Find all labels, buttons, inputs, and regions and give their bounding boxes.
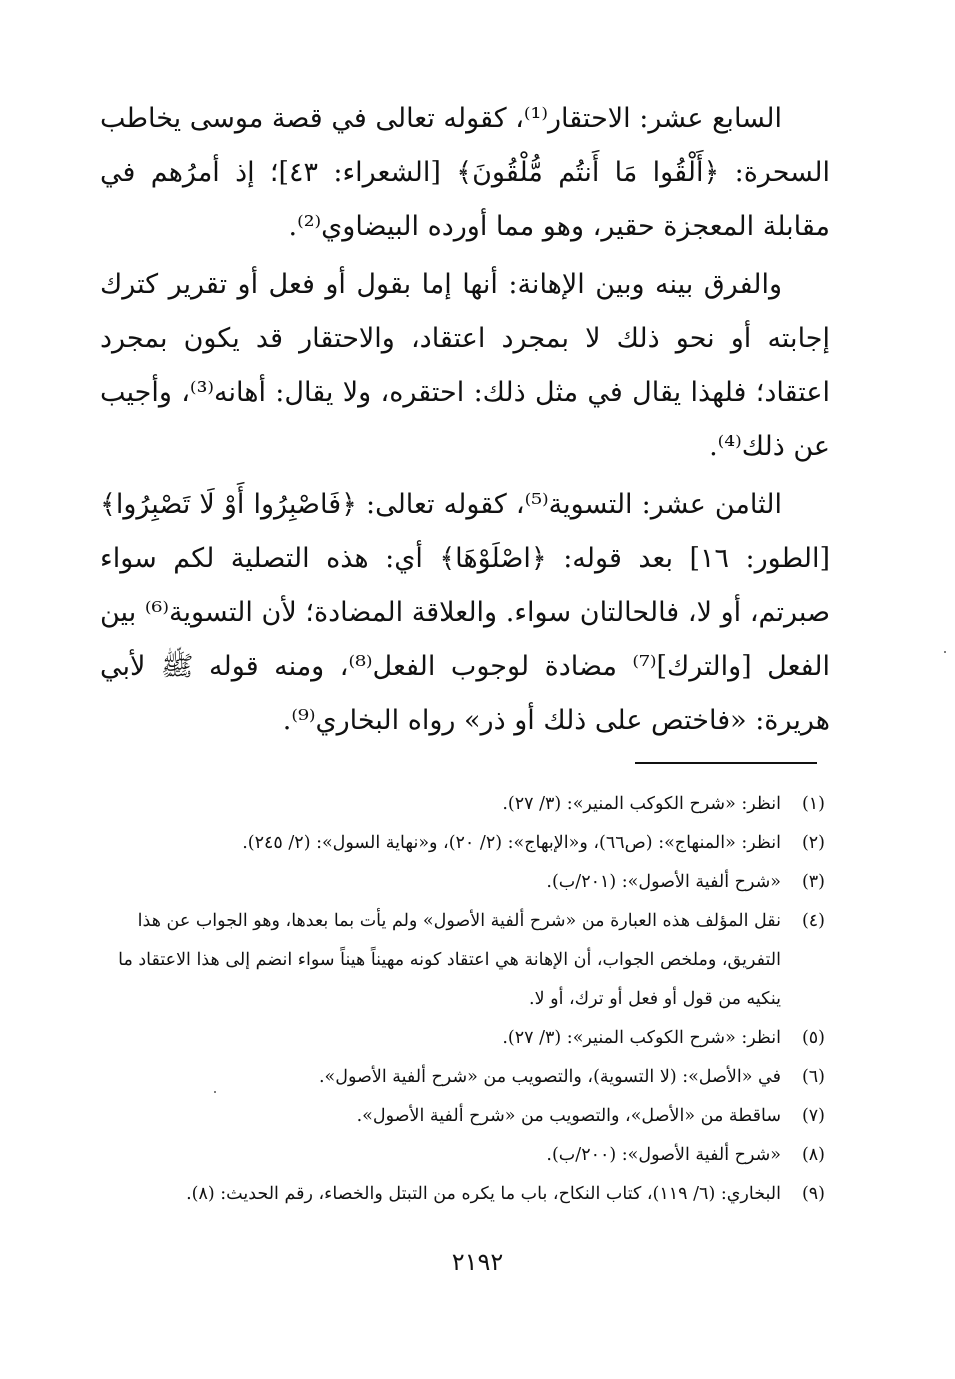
scan-speck xyxy=(944,651,946,653)
footnote-number: (٦) xyxy=(801,1067,825,1087)
page-number: ٢١٩٢ xyxy=(451,1248,504,1276)
paragraph-difference-insult: والفرق بينه وبين الإهانة: أنها إما بقول أو فعل أو تقرير كترك إجابته أو نحو ذلك لا بمجرد اعتقاد، والاحتقار قد يكون بمجرد اعتقاد؛ فلهذا يقال في مثل ذلك: احتقره، ولا يقال: أهانه⁽³⁾، وأجيب عن ذلك⁽⁴⁾. xyxy=(100,269,830,462)
footnote-3 xyxy=(110,863,825,902)
footnote-number: (٣) xyxy=(801,872,825,892)
footnote-2 xyxy=(110,824,825,863)
footnote-text: في «الأصل»: (لا التسوية)، والتصويب من «شرح ألفية الأصول». xyxy=(318,1067,781,1087)
footnote-number: (٢) xyxy=(801,833,825,853)
footnote-separator xyxy=(635,762,817,764)
footnote-5 xyxy=(110,1019,825,1058)
footnote-text: انظر: «المنهاج»: (ص٦٦)، و«الإبهاج»: (٢/ ٢٠)، و«نهاية السول»: (٢/ ٢٤٥). xyxy=(242,833,781,853)
paragraph-17th-contempt: السابع عشر: الاحتقار⁽¹⁾، كقوله تعالى في قصة موسى يخاطب السحرة: ﴿أَلْقُوا مَا أَنتُم مُّلْقُونَ﴾ [الشعراء: ٤٣]؛ إذ أمرُهم في مقابلة المعجزة حقير، وهو مما أورده البيضاوي⁽²⁾. xyxy=(100,103,830,242)
footnote-9 xyxy=(110,1175,825,1214)
footnote-number: (٥) xyxy=(801,1028,825,1048)
footnote-number: (٤) xyxy=(801,911,825,931)
scan-speck xyxy=(214,1091,216,1093)
footnote-number: (٧) xyxy=(801,1106,825,1126)
main-text xyxy=(100,92,830,748)
footnote-number: (١) xyxy=(801,794,825,814)
paragraph-18th-equalization: الثامن عشر: التسوية⁽⁵⁾، كقوله تعالى: ﴿فَاصْبِرُوا أَوْ لَا تَصْبِرُوا﴾ [الطور: ١٦] بعد قوله: ﴿اصْلَوْهَا﴾ أي: هذه التصلية لكم سواء صبرتم، أو لا، فالحالتان سواء. والعلاقة المضادة؛ لأن التسوية⁽⁶⁾ بين الفعل [والترك]⁽⁷⁾ مضادة لوجوب الفعل⁽⁸⁾، ومنه قوله ﷺ لأبي هريرة: «فاختص على ذلك أو ذر» رواه البخاري⁽⁹⁾. xyxy=(100,489,831,736)
footnote-number: (٩) xyxy=(801,1184,825,1204)
footnote-8 xyxy=(110,1136,825,1175)
footnote-text: نقل المؤلف هذه العبارة من «شرح ألفية الأصول» ولم يأت بما بعدها، وهو الجواب عن هذا التفريق، وملخص الجواب، أن الإهانة هي اعتقاد كونه مهيناً هيناً سواء انضم إلى هذا الاعتقاد ما ينكيه من قول أو فعل أو ترك، أو لا. xyxy=(118,911,781,1009)
footnote-1 xyxy=(110,785,825,824)
footnote-text: انظر: «شرح الكوكب المنير»: (٣/ ٢٧). xyxy=(502,794,781,814)
footnote-text: «شرح ألفية الأصول»: (٢٠٠/ب). xyxy=(546,1145,781,1165)
footnote-number: (٨) xyxy=(801,1145,825,1165)
footnote-7 xyxy=(110,1097,825,1136)
footnotes xyxy=(110,785,825,1214)
footnote-6 xyxy=(110,1058,825,1097)
footnote-text: البخاري: (٦/ ١١٩)، كتاب النكاح، باب ما يكره من التبتل والخصاء، رقم الحديث: (٨). xyxy=(186,1184,781,1204)
footnote-text: ساقطة من «الأصل»، والتصويب من «شرح ألفية الأصول». xyxy=(356,1106,781,1126)
footnote-text: «شرح ألفية الأصول»: (٢٠١/ب). xyxy=(546,872,781,892)
footnote-text: انظر: «شرح الكوكب المنير»: (٣/ ٢٧). xyxy=(502,1028,781,1048)
footnote-4 xyxy=(110,902,825,1019)
